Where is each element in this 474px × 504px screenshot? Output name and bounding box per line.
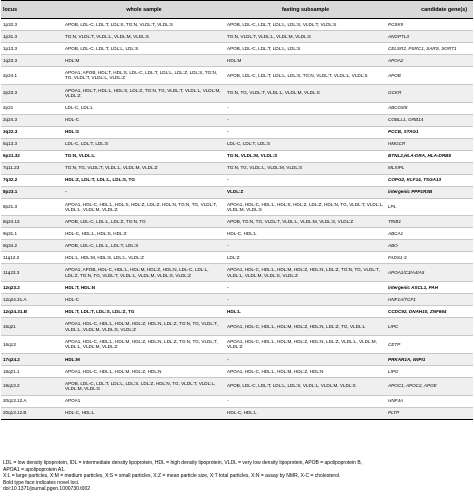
table-row xyxy=(1,67,473,85)
table-body xyxy=(1,19,473,420)
whole-sample-cell: APOB, LDL-C, LDL:T, LDL:L, LDL:S, LDL:Z, HDL:N, TG, VLDL:T, VLDL:L, VLDL:M, VLDL:S xyxy=(63,377,225,395)
candidate-genes-cell: ABCG5/8 xyxy=(386,102,473,114)
locus-cell: 20q13.12.A xyxy=(1,395,63,407)
fasting-subsample-cell: HDL:M xyxy=(225,55,386,67)
whole-sample-cell: APOB, LDL-C, LDL:T, LDL:S, TG:N, VLDL:T, VLDL:S xyxy=(63,19,225,31)
fasting-subsample-cell: - xyxy=(225,240,386,252)
whole-sample-cell: TG:N, VLDL:L xyxy=(63,150,225,162)
whole-sample-cell: HDL:T, HDL:N xyxy=(63,282,225,294)
whole-sample-cell: APOA1 xyxy=(63,395,225,407)
whole-sample-cell: - xyxy=(63,186,225,198)
locus-cell: 19q13.2 xyxy=(1,377,63,395)
locus-cell: 9q34.2 xyxy=(1,240,63,252)
table-row xyxy=(1,407,473,419)
doi-text: doi:10.1371/journal.pgen.1000730.t002 xyxy=(3,486,91,493)
whole-sample-cell: HDL-C, HDL:L xyxy=(63,407,225,419)
candidate-genes-cell: HNF4A xyxy=(386,395,473,407)
candidate-genes-cell: LIPC xyxy=(386,318,473,336)
whole-sample-cell: APOB, LDL-C, LDL:L, LDL:T, LDL:S xyxy=(63,240,225,252)
locus-cell: 2p23.3 xyxy=(1,84,63,102)
fasting-subsample-cell: VLDL:Z xyxy=(225,186,386,198)
table-row xyxy=(1,198,473,216)
fasting-subsample-cell: HDL-C, HDL:L xyxy=(225,228,386,240)
locus-cell: 8p23.1 xyxy=(1,186,63,198)
fasting-subsample-cell: - xyxy=(225,174,386,186)
locus-cell: 12q24.31.A xyxy=(1,294,63,306)
candidate-genes-cell: APOB xyxy=(386,67,473,85)
table-row xyxy=(1,216,473,228)
candidate-genes-cell: ABO xyxy=(386,240,473,252)
fasting-subsample-cell: TG:N, TG, VLDL:T, VLDL:L, VLDL:M, VLDL:S xyxy=(225,84,386,102)
whole-sample-cell: HDL-C xyxy=(63,294,225,306)
whole-sample-cell: HDL:M xyxy=(63,353,225,365)
fasting-subsample-cell: APOA1, HDL-C, HDL:L, HDL:S, HDL:Z, LDL:Z, HDL:N, TG, VLDL:T, VLDL:L, VLDL:M, VLDL:S xyxy=(225,198,386,216)
locus-cell: 6p21.32 xyxy=(1,150,63,162)
candidate-genes-cell: PLTP xyxy=(386,407,473,419)
candidate-genes-cell: APOC1, APOC2, APOE xyxy=(386,377,473,395)
whole-sample-cell: HDL:L, HDL:M, HDL:S, LDL:L, VLDL:Z xyxy=(63,252,225,264)
fasting-subsample-cell: - xyxy=(225,395,386,407)
candidate-genes-cell: TRIB1 xyxy=(386,216,473,228)
candidate-genes-cell: PRKAR1A, WIPI1 xyxy=(386,353,473,365)
fasting-subsample-cell: - xyxy=(225,353,386,365)
locus-cell: 12q24.31.B xyxy=(1,306,63,318)
locus-cell: 16q13 xyxy=(1,335,63,353)
whole-sample-cell: APOA1, APOB, HDL:T, HDL:S, LDL-C, LDL:T, LDL:L, LDL:Z, LDL:S, TG:N, TG, VLDL:T, VLDL:L, VLDL:Z xyxy=(63,67,225,85)
fasting-subsample-cell: - xyxy=(225,102,386,114)
candidate-genes-cell: intergenic PPP1R3B xyxy=(386,186,473,198)
fasting-subsample-cell: APOA1, HDL-C, HDL:L, HDL:M, HDL:Z, HDL:N xyxy=(225,365,386,377)
candidate-genes-cell: APOA1/C3/A4/A5 xyxy=(386,264,473,282)
locus-cell: 1p31.3 xyxy=(1,31,63,43)
table-row xyxy=(1,138,473,150)
table-row xyxy=(1,335,473,353)
fasting-subsample-cell: - xyxy=(225,126,386,138)
table-row xyxy=(1,102,473,114)
footnote-line: Bold type face indicates novel loci. xyxy=(3,479,80,486)
header-candidate-genes: candidate gene(s) xyxy=(386,1,473,19)
candidate-genes-cell: PCSK9 xyxy=(386,19,473,31)
whole-sample-cell: HDL:T, LDL:T, LDL:S, LDL:Z, TG xyxy=(63,306,225,318)
table-row xyxy=(1,55,473,67)
fasting-subsample-cell: APOB, TG:N, TG, VLDL:T, VLDL:L, VLDL:M, VLDL:S, VLDL:Z xyxy=(225,216,386,228)
fasting-subsample-cell: APOA1, HDL-C, HDL:L, HDL:M, HDL:Z, HDL:N, LDL:Z, VLDL:L, VLDL:M, VLDL:Z xyxy=(225,335,386,353)
table-row xyxy=(1,365,473,377)
locus-cell: 8p21.3 xyxy=(1,198,63,216)
locus-cell: 2p24.1 xyxy=(1,67,63,85)
table-row xyxy=(1,150,473,162)
candidate-genes-cell: HMGCR xyxy=(386,138,473,150)
table-row xyxy=(1,31,473,43)
locus-cell: 3q22.3 xyxy=(1,126,63,138)
locus-cell: 17q24.2 xyxy=(1,353,63,365)
fasting-subsample-cell: - xyxy=(225,294,386,306)
table-row xyxy=(1,174,473,186)
candidate-genes-cell: MLXIPL xyxy=(386,162,473,174)
candidate-genes-cell: COPG2, KLF14, TSGA13 xyxy=(386,174,473,186)
table-row xyxy=(1,162,473,174)
table-row xyxy=(1,306,473,318)
candidate-genes-cell: FADS1-3 xyxy=(386,252,473,264)
header-locus: locus xyxy=(1,1,63,19)
locus-cell: 7q32.2 xyxy=(1,174,63,186)
fasting-subsample-cell: APOA1, HDL-C, HDL:L, HDL:M, HDL:Z, HDL:N, LDL:Z, TG:N, TG, VLDL:T, VLDL:L, VLDL:M, VLDL:S, VLDL:Z xyxy=(225,264,386,282)
locus-cell: 15q21 xyxy=(1,318,63,336)
table-row xyxy=(1,318,473,336)
whole-sample-cell: APOA1, APOB, HDL-C, HDL:L, HDL:M, HDL:Z, HDL:N, LDL-C, LDL:L, LDL:Z, TG:N, TG, VLDL:T, VLDL:L, VLDL:M, VLDL:S, VLDL:Z xyxy=(63,264,225,282)
candidate-genes-cell: APOA2 xyxy=(386,55,473,67)
locus-cell: 1p13.3 xyxy=(1,43,63,55)
whole-sample-cell: APOA1, HDL-C, HDL:L, HDL:M, HDL:Z, HDL:N xyxy=(63,365,225,377)
candidate-genes-cell: GCKR xyxy=(386,84,473,102)
fasting-subsample-cell: APOA1, HDL-C, HDL:L, HDL:M, HDL:Z, HDL:N, LDL:Z, TG, VLDL:L xyxy=(225,318,386,336)
candidate-genes-cell: CELSR2, PSRC1, SARS, SORT1 xyxy=(386,43,473,55)
whole-sample-cell: APOA1, HDL-C, HDL:L, HDL:S, HDL:Z, LDL:Z, HDL:N, TG:N, TG, VLDL:T, VLDL:L, VLDL:M, VLDL:Z xyxy=(63,198,225,216)
whole-sample-cell: TG:N, TG, VLDL:T, VLDL:L, VLDL:M, VLDL:Z xyxy=(63,162,225,174)
whole-sample-cell: HDL:M xyxy=(63,55,225,67)
whole-sample-cell: HDL-C xyxy=(63,114,225,126)
fasting-subsample-cell: HDL-C, HDL:L xyxy=(225,407,386,419)
candidate-genes-cell: HNF1A/TCF1 xyxy=(386,294,473,306)
candidate-genes-cell: LIPG xyxy=(386,365,473,377)
whole-sample-cell: LDL-C, LDL:T, LDL:S xyxy=(63,138,225,150)
table-row xyxy=(1,228,473,240)
whole-sample-cell: APOB, LDL-C, LDL:L, LDL:Z, TG:N, TG xyxy=(63,216,225,228)
fasting-subsample-cell: - xyxy=(225,114,386,126)
whole-sample-cell: HDL-C, HDL:L, HDL:S, HDL:Z xyxy=(63,228,225,240)
fasting-subsample-cell: TG:N, VLDL:T, VLDL:L, VLDL:M, VLDL:S xyxy=(225,31,386,43)
candidate-genes-cell: CCDC92, DNAH10, ZNF664 xyxy=(386,306,473,318)
locus-cell: 1q23.3 xyxy=(1,55,63,67)
candidate-genes-cell: ANGPTL3 xyxy=(386,31,473,43)
fasting-subsample-cell: LDL-C, LDL:T, LDL:S xyxy=(225,138,386,150)
table-row xyxy=(1,282,473,294)
table-row xyxy=(1,353,473,365)
whole-sample-cell: APOA1, HDL-C, HDL:L, HDL:M, HDL:Z, HDL:N, LDL:Z, TG:N, TG, VLDL:T, VLDL:L, VLDL:M, VLDL:S, VLDL:Z xyxy=(63,318,225,336)
whole-sample-cell: TG:N, VLDL:T, VLDL:L, VLDL:M, VLDL:S xyxy=(63,31,225,43)
locus-cell: 11q12.2 xyxy=(1,252,63,264)
whole-sample-cell: APOA1, HDL-C, HDL:L, HDL:M, HDL:Z, HDL:N, LDL:Z, TG:N, TG, VLDL:T, VLDL:L, VLDL:M, VLDL:Z xyxy=(63,335,225,353)
table-row xyxy=(1,252,473,264)
locus-cell: 12q23.2 xyxy=(1,282,63,294)
candidate-genes-cell: COBLL1, GRB14 xyxy=(386,114,473,126)
whole-sample-cell: LDL-C, LDL:L xyxy=(63,102,225,114)
fasting-subsample-cell: TG:N, TG, VLDL:L, VLDL:M, VLDL:S xyxy=(225,162,386,174)
candidate-genes-cell: ABCA1 xyxy=(386,228,473,240)
footnote-line: APOA1 = apolipoprotein A1. xyxy=(3,466,66,473)
header-whole-sample: whole sample xyxy=(63,1,225,19)
footnote-line: X:L = large particles, X:M = medium particles, X:S = small particles, X:Z = mean particle size, X:T total particles, X:N = assay by NMR, X-C = cholesterol. xyxy=(3,473,341,480)
fasting-subsample-cell: APOB, LDL-C, LDL:T, LDL:L, LDL:S, VLDL:T, VLDL:S xyxy=(225,19,386,31)
table-row xyxy=(1,43,473,55)
whole-sample-cell: APOA1, HDL:T, HDL:L, HDL:S, LDL:Z, TG:N, TG, VLDL:T, VLDL:L, VLDL:M, VLDL:Z xyxy=(63,84,225,102)
fasting-subsample-cell: LDL:Z xyxy=(225,252,386,264)
table-row xyxy=(1,186,473,198)
header-fasting-subsample: fasting subsample xyxy=(225,1,386,19)
locus-cell: 8q24.13 xyxy=(1,216,63,228)
loci-table xyxy=(1,0,473,420)
table-row xyxy=(1,114,473,126)
table-header xyxy=(1,1,473,19)
candidate-genes-cell: LPL xyxy=(386,198,473,216)
table-footnotes xyxy=(3,460,471,493)
candidate-genes-cell: CETP xyxy=(386,335,473,353)
table-row xyxy=(1,294,473,306)
footnote-line: LDL = low density lipoprotein, IDL = intermediate density lipoprotein, HDL = high density lipoprotein, VLDL = very low density lipoprotein, APOB = apolipoprotein B, xyxy=(3,460,363,466)
locus-cell: 2p21 xyxy=(1,102,63,114)
whole-sample-cell: APOB, LDL-C, LDL:T, LDL:L, LDL:S xyxy=(63,43,225,55)
locus-cell: 11q23.3 xyxy=(1,264,63,282)
fasting-subsample-cell: TG:N, VLDL:M, VLDL:S xyxy=(225,150,386,162)
fasting-subsample-cell: APOB, LDL-C, LDL:T, LDL:L, LDL:S, TG:N, VLDL:T, VLDL:L, VLDL:S xyxy=(225,67,386,85)
whole-sample-cell: HDL:Z, LDL:T, LDL:L, LDL:S, TG xyxy=(63,174,225,186)
candidate-genes-cell: PCCB, STAG1 xyxy=(386,126,473,138)
locus-cell: 9q31.1 xyxy=(1,228,63,240)
locus-cell: 5q13.3 xyxy=(1,138,63,150)
table-row xyxy=(1,126,473,138)
fasting-subsample-cell: HDL:L xyxy=(225,306,386,318)
locus-cell: 1p32.3 xyxy=(1,19,63,31)
locus-cell: 20q13.12.B xyxy=(1,407,63,419)
fasting-subsample-cell: - xyxy=(225,282,386,294)
locus-cell: 7q11.23 xyxy=(1,162,63,174)
table-row xyxy=(1,19,473,31)
table-row xyxy=(1,240,473,252)
table-row xyxy=(1,264,473,282)
table-row xyxy=(1,395,473,407)
fasting-subsample-cell: APOB, LDL-C, LDL:T, LDL:L, LDL:S, VLDL:L, VLDL:M, VLDL:S xyxy=(225,377,386,395)
locus-cell: 2q24.3 xyxy=(1,114,63,126)
locus-cell: 18q21.1 xyxy=(1,365,63,377)
candidate-genes-cell: intergenic ASCL1, PAH xyxy=(386,282,473,294)
whole-sample-cell: HDL:S xyxy=(63,126,225,138)
table-row xyxy=(1,377,473,395)
table-row xyxy=(1,84,473,102)
candidate-genes-cell: BTNL2,HLA-DRA, HLA-DRB5 xyxy=(386,150,473,162)
fasting-subsample-cell: APOB, LDL-C, LDL:T, LDL:L, LDL:S xyxy=(225,43,386,55)
